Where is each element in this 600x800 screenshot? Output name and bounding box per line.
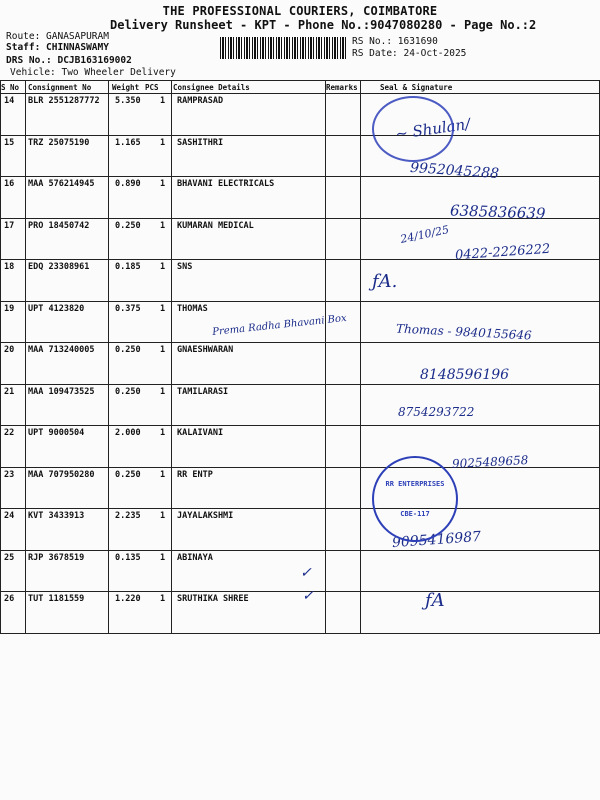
signature-r19: Thomas - 9840155646	[395, 321, 532, 343]
cell-pcs: 1	[160, 345, 166, 355]
cell-sno: 24	[4, 511, 15, 521]
col-sno: S No	[1, 83, 20, 92]
signature-r26: ƒA	[425, 590, 445, 611]
cell-weight: 0.375	[115, 303, 141, 314]
cell-consignment: MAA 707950280	[28, 469, 95, 480]
cell-consignee: RAMPRASAD	[177, 96, 224, 106]
col-consignment: Consignment No	[28, 83, 92, 92]
company-name: THE PROFESSIONAL COURIERS, COIMBATORE	[162, 4, 438, 18]
cell-sno: 23	[4, 469, 15, 480]
col-consignee: Consignee Details	[173, 83, 250, 92]
cell-pcs: 1	[160, 137, 166, 148]
cell-pcs: 1	[160, 96, 166, 106]
remark-r19: Prema Radha Bhavani Box	[211, 312, 348, 339]
cell-weight: 0.250	[115, 469, 141, 480]
row-divider	[0, 176, 600, 177]
cell-consignment: UPT 4123820	[28, 303, 85, 314]
column-divider	[25, 80, 26, 633]
cell-weight: 5.350	[115, 96, 141, 106]
column-divider	[360, 80, 361, 633]
seal-stamp-r14	[372, 96, 454, 162]
cell-sno: 21	[4, 386, 15, 397]
rr-enterprises-stamp	[372, 456, 458, 542]
cell-consignee: SASHITHRI	[177, 137, 224, 148]
cell-sno: 17	[4, 220, 15, 231]
cell-weight: 2.000	[115, 428, 141, 438]
cell-sno: 22	[4, 428, 15, 438]
cell-pcs: 1	[160, 594, 166, 604]
cell-sno: 25	[4, 552, 15, 563]
col-weight: Weight	[112, 83, 140, 92]
cell-consignee: THOMAS	[177, 303, 208, 314]
cell-consignee: SNS	[177, 262, 193, 272]
phone-r20: 8148596196	[420, 367, 510, 383]
stamp-text-top: RR ENTERPRISES	[385, 480, 445, 488]
row-divider	[0, 384, 600, 385]
column-divider	[0, 80, 1, 633]
col-seal-signature: Seal & Signature	[380, 83, 453, 92]
cell-pcs: 1	[160, 303, 166, 314]
row-divider	[0, 301, 600, 302]
cell-sno: 26	[4, 594, 15, 604]
cell-weight: 0.250	[115, 220, 141, 231]
column-divider	[171, 80, 172, 633]
stamp-text-bottom: CBE-117	[400, 510, 430, 518]
cell-pcs: 1	[160, 262, 166, 272]
column-divider	[325, 80, 326, 633]
cell-consignment: KVT 3433913	[28, 511, 85, 521]
cell-pcs: 1	[160, 469, 166, 480]
tick-mark-r26: ✓	[302, 588, 314, 604]
cell-consignment: EDQ 23308961	[28, 262, 90, 272]
cell-consignee: GNAESHWARAN	[177, 345, 234, 355]
row-divider	[0, 93, 600, 94]
cell-consignee: ABINAYA	[177, 552, 213, 563]
row-divider	[0, 591, 600, 592]
cell-sno: 14	[4, 96, 15, 106]
cell-weight: 0.250	[115, 386, 141, 397]
phone-r17: 0422-2226222	[454, 241, 551, 264]
cell-weight: 0.250	[115, 345, 141, 355]
cell-consignee: TAMILARASI	[177, 386, 229, 397]
row-divider	[0, 633, 600, 634]
cell-consignee: RR ENTP	[177, 469, 213, 480]
cell-weight: 1.220	[115, 594, 141, 604]
cell-consignment: MAA 713240005	[28, 345, 95, 355]
cell-pcs: 1	[160, 511, 166, 521]
row-divider	[0, 508, 600, 509]
date-r17: 24/10/25	[399, 223, 451, 246]
cell-sno: 18	[4, 262, 15, 272]
row-divider	[0, 425, 600, 426]
cell-pcs: 1	[160, 428, 166, 438]
cell-consignee: KALAIVANI	[177, 428, 224, 438]
row-divider	[0, 80, 600, 81]
cell-weight: 2.235	[115, 511, 141, 521]
cell-pcs: 1	[160, 552, 166, 563]
cell-consignment: TRZ 25075190	[28, 137, 90, 148]
cell-consignment: RJP 3678519	[28, 552, 85, 563]
cell-sno: 15	[4, 137, 15, 148]
cell-consignment: PRO 18450742	[28, 220, 90, 231]
cell-sno: 19	[4, 303, 15, 314]
tick-mark-r25: ✓	[300, 565, 312, 581]
cell-consignment: TUT 1181559	[28, 594, 85, 604]
cell-consignment: MAA 109473525	[28, 386, 95, 397]
cell-consignee: SRUTHIKA SHREE	[177, 594, 249, 604]
column-divider	[108, 80, 109, 633]
vehicle-label: Vehicle: Two Wheeler Delivery	[10, 67, 176, 78]
phone-r15: 9952045288	[409, 159, 500, 183]
row-divider	[0, 550, 600, 551]
row-divider	[0, 342, 600, 343]
cell-pcs: 1	[160, 386, 166, 397]
runsheet-title: Delivery Runsheet - KPT - Phone No.:9047080280 - Page No.:2	[110, 18, 537, 32]
cell-sno: 20	[4, 345, 15, 355]
cell-consignment: BLR 2551287772	[28, 96, 100, 106]
cell-weight: 0.135	[115, 552, 141, 563]
phone-r16: 6385836639	[449, 201, 546, 223]
phone-r22: 9025489658	[451, 453, 529, 471]
signature-r14: ~ Shulan/	[394, 114, 472, 144]
rs-number: RS No.: 1631690	[352, 36, 438, 47]
cell-weight: 1.165	[115, 137, 141, 148]
cell-weight: 0.890	[115, 179, 141, 189]
cell-consignee: BHAVANI ELECTRICALS	[177, 179, 275, 189]
cell-consignment: UPT 9000504	[28, 428, 85, 438]
rs-date: RS Date: 24-Oct-2025	[352, 48, 467, 59]
cell-sno: 16	[4, 179, 15, 189]
barcode	[220, 37, 346, 59]
col-pcs: PCS	[145, 83, 159, 92]
route-label: Route: GANASAPURAM	[6, 31, 109, 42]
cell-consignment: MAA 576214945	[28, 179, 95, 189]
col-remarks: Remarks	[326, 83, 358, 92]
drs-number: DRS No.: DCJB163169002	[6, 55, 132, 66]
staff-label: Staff: CHINNASWAMY	[6, 42, 109, 53]
cell-pcs: 1	[160, 179, 166, 189]
phone-r21: 8754293722	[398, 405, 475, 419]
signature-r18: ƒA.	[372, 271, 398, 292]
row-divider	[0, 135, 600, 136]
cell-pcs: 1	[160, 220, 166, 231]
cell-consignee: JAYALAKSHMI	[177, 511, 234, 521]
cell-weight: 0.185	[115, 262, 141, 272]
phone-r24: 9095416987	[391, 528, 482, 552]
cell-consignee: KUMARAN MEDICAL	[177, 220, 254, 231]
